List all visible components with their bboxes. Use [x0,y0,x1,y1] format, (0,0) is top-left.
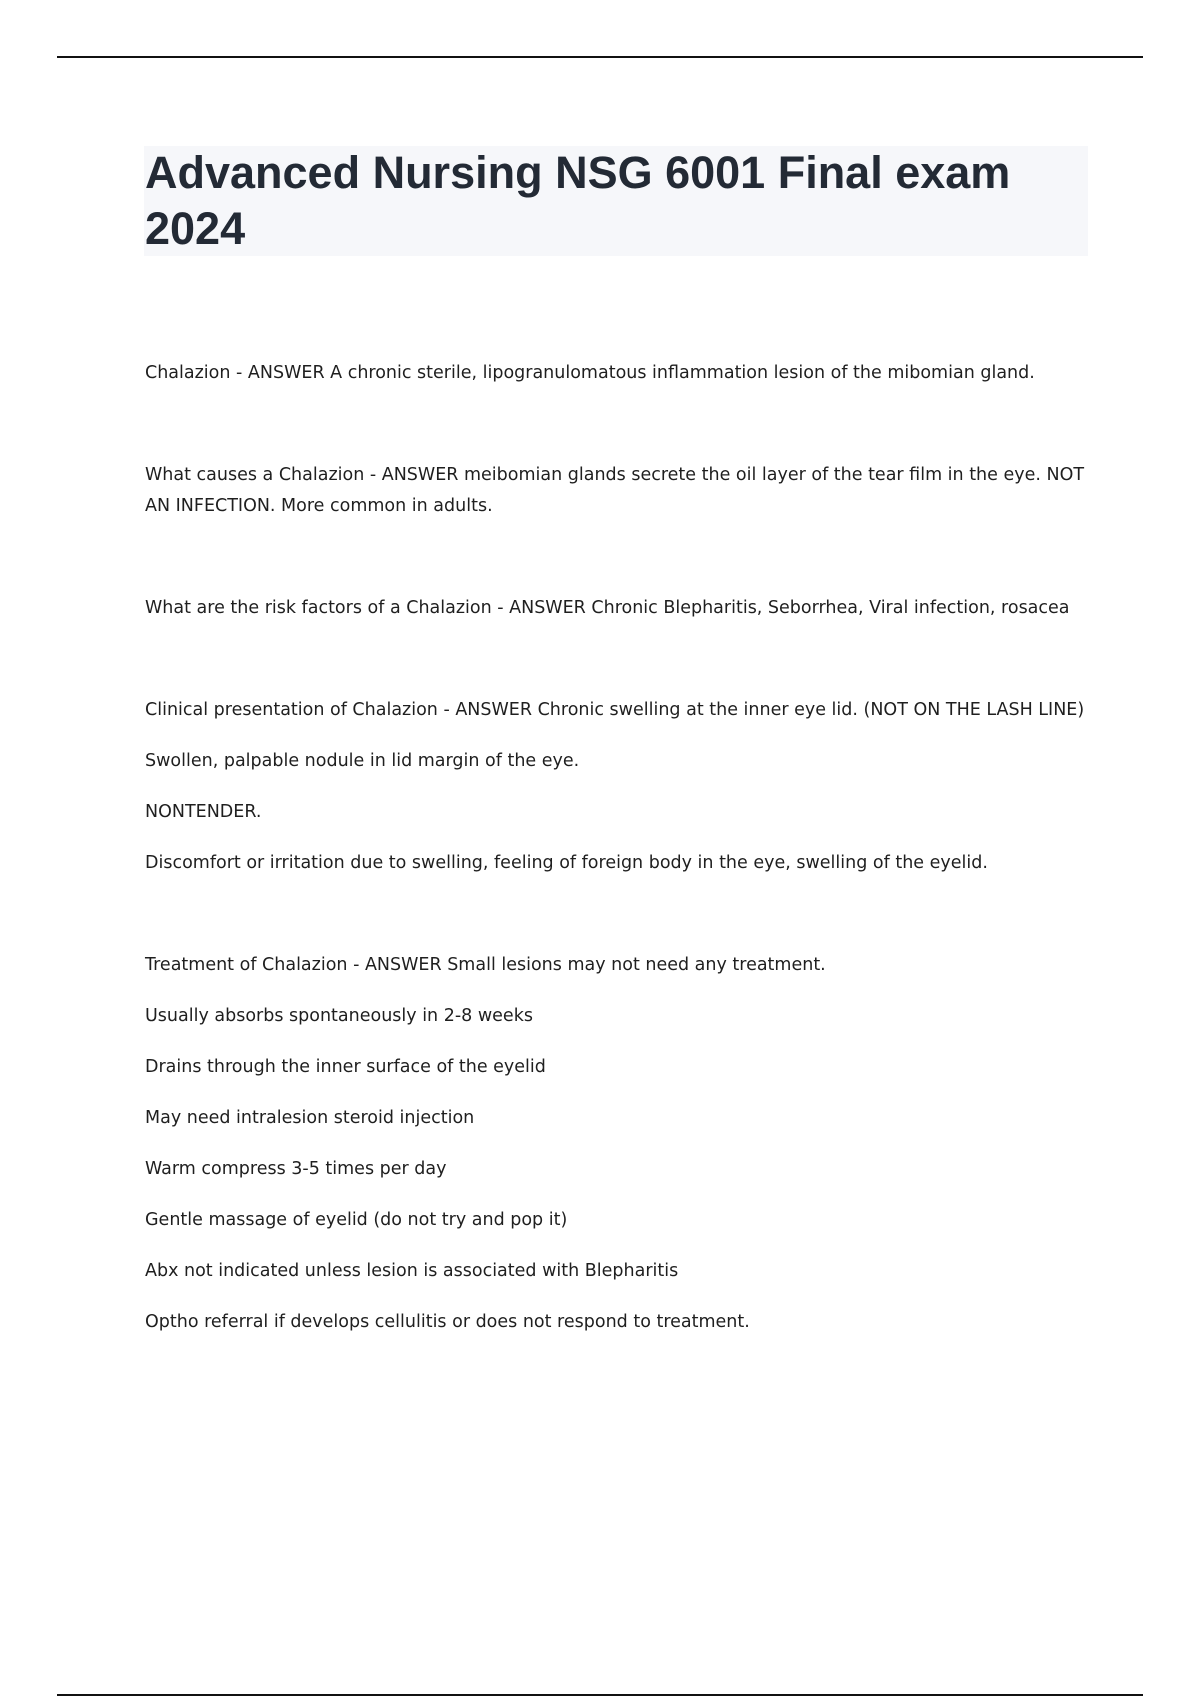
entry-paragraph: NONTENDER. [145,802,262,822]
entry-paragraph: Chalazion - ANSWER A chronic sterile, lipogranulomatous inflammation lesion of the mibomian gland. [145,363,1035,383]
entry-paragraph: Treatment of Chalazion - ANSWER Small lesions may not need any treatment. [145,955,826,975]
entry-paragraph: May need intralesion steroid injection [145,1108,475,1128]
entry-paragraph: Clinical presentation of Chalazion - ANSWER Chronic swelling at the inner eye lid. (NOT ON THE LASH LINE) [145,700,1085,720]
qa-entry-clinical-presentation [145,695,1085,879]
entry-paragraph: What are the risk factors of a Chalazion - ANSWER Chronic Blepharitis, Seborrhea, Viral infection, rosacea [145,598,1070,618]
entry-paragraph: Gentle massage of eyelid (do not try and pop it) [145,1210,568,1230]
entry-paragraph: Discomfort or irritation due to swelling, feeling of foreign body in the eye, swelling of the eyelid. [145,853,988,873]
header-rule [57,56,1143,58]
qa-entry-treatment [145,950,1085,1338]
entry-paragraph: What causes a Chalazion - ANSWER meibomian glands secrete the oil layer of the tear film in the eye. NOT AN INFECTION. More common in adults. [145,465,1085,516]
entry-paragraph: Swollen, palpable nodule in lid margin of the eye. [145,751,580,771]
qa-entry-risk-factors [145,593,1085,624]
document-body [145,358,1085,1338]
entry-paragraph: Drains through the inner surface of the eyelid [145,1057,546,1077]
footer-rule [57,1694,1143,1696]
qa-entry-definition [145,358,1085,389]
entry-paragraph: Warm compress 3-5 times per day [145,1159,447,1179]
document-title: Advanced Nursing NSG 6001 Final exam 2024 [145,147,1011,254]
entry-paragraph: Optho referral if develops cellulitis or does not respond to treatment. [145,1312,750,1332]
qa-entry-causes [145,460,1085,522]
entry-paragraph: Abx not indicated unless lesion is associated with Blepharitis [145,1261,679,1281]
entry-paragraph: Usually absorbs spontaneously in 2-8 weeks [145,1006,533,1026]
